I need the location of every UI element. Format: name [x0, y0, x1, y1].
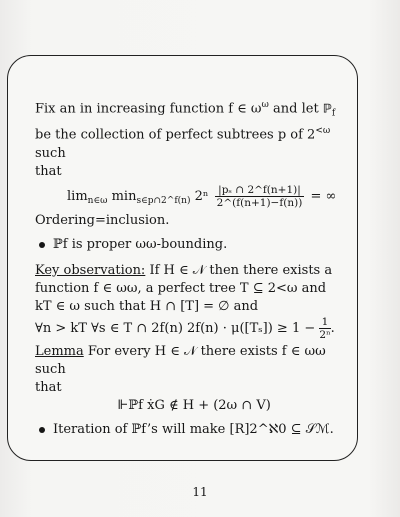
key-observation-line-4: ∀n > kT ∀s ∈ T ∩ 2f(n) 2f(n) · μ([Tₛ]) ≥ 1 − $\frac{1}{\text{2ⁿ}}$ . — [35, 315, 335, 341]
limit-formula: $\lim_{n\in\omega} \min_{s\in p\cap 2\^{}f(n)} 2^n$ $\frac{\text{|pₛ ∩ 2\textasciicircum{}f(n+1)|}}{2\^{}(f(n+1)-f(n))}$ = ∞ — [67, 183, 337, 209]
slide-content — [35, 96, 353, 447]
key-observation-fraction: $\frac{1}{\text{2ⁿ}}$ — [319, 315, 331, 341]
bullet-proper: ℙf is proper ωω-bounding. — [35, 236, 353, 254]
lemma-label: Lemma — [35, 343, 84, 359]
bullet-iteration: Iteration of ℙf’s will make [R]2^ℵ0 ⊆ 𝒮ℳ. — [35, 421, 353, 439]
bullet-dot-icon — [39, 242, 45, 248]
page-number: 11 — [192, 485, 208, 499]
intro-line-2: be the collection of perfect subtrees p of $2^{<\omega}$ such — [35, 126, 331, 161]
key-observation-line-3: kT ∈ ω such that H ∩ [T] = ∅ and — [35, 298, 259, 314]
lemma-formula: ⊩ℙf ẋG ∉ H + (2ω ∩ V) — [117, 397, 271, 413]
lemma-line-1: Lemma For every H ∈ 𝒩 there exists f ∈ ωω such — [35, 343, 326, 377]
key-observation-line-1: Key observation: If H ∈ 𝒩 then there exists a — [35, 262, 333, 278]
ordering-line: Ordering=inclusion. — [35, 212, 170, 228]
intro-line-1: Fix an in increasing function f ∈ $\omega^\omega$ and let ℙ$_f$ — [35, 100, 336, 119]
key-observation-label: Key observation: — [35, 262, 146, 278]
limit-fraction: $\frac{\text{|pₛ ∩ 2\textasciicircum{}f(n+1)|}}{2\^{}(f(n+1)-f(n))}$ — [216, 183, 303, 209]
bullet-dot-icon — [39, 427, 45, 433]
lemma-line-2: that — [35, 379, 62, 395]
intro-line-3: that — [35, 163, 62, 179]
key-observation-line-2: function f ∈ ωω, a perfect tree T ⊆ 2<ω and — [35, 280, 327, 296]
